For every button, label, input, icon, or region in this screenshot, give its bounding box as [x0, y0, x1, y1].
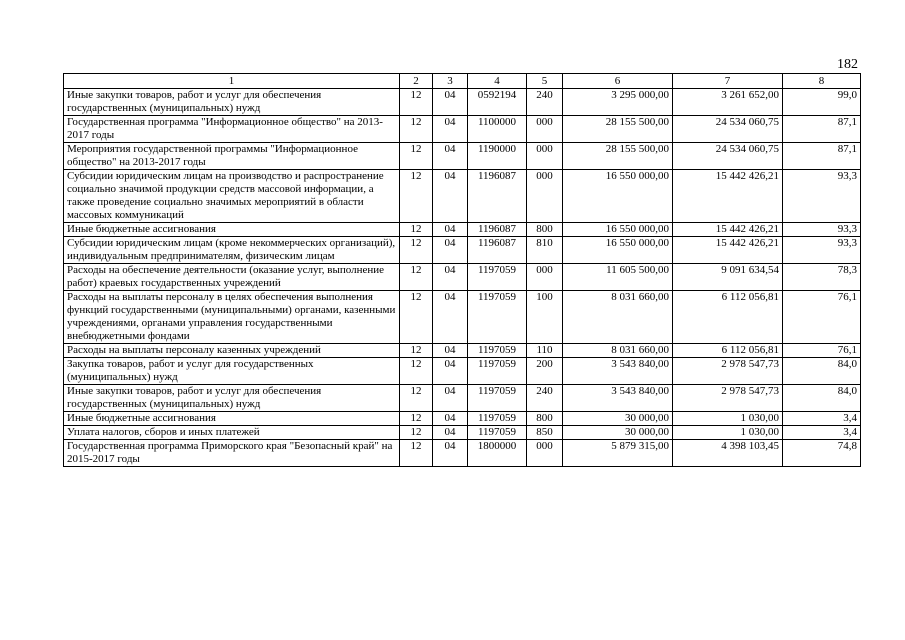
table-row: [64, 116, 861, 143]
budget-table: [63, 73, 861, 467]
execution-percent: 87,1: [783, 143, 861, 170]
section-code: 12: [400, 237, 433, 264]
table-row: [64, 237, 861, 264]
executed-amount: 24 534 060,75: [673, 143, 783, 170]
target-article-code: 1197059: [468, 426, 527, 440]
subsection-code: 04: [433, 170, 468, 223]
execution-percent: 84,0: [783, 358, 861, 385]
planned-amount: 30 000,00: [563, 412, 673, 426]
subsection-code: 04: [433, 440, 468, 467]
table-row: [64, 344, 861, 358]
executed-amount: 15 442 426,21: [673, 170, 783, 223]
table-row: [64, 291, 861, 344]
subsection-code: 04: [433, 143, 468, 170]
budget-item-name: Иные закупки товаров, работ и услуг для обеспечения государственных (муниципальных) нужд: [64, 89, 400, 116]
target-article-code: 0592194: [468, 89, 527, 116]
expense-type-code: 850: [527, 426, 563, 440]
subsection-code: 04: [433, 116, 468, 143]
budget-item-name: Иные закупки товаров, работ и услуг для обеспечения государственных (муниципальных) нужд: [64, 385, 400, 412]
table-header-row: [64, 74, 861, 89]
planned-amount: 8 031 660,00: [563, 291, 673, 344]
executed-amount: 2 978 547,73: [673, 358, 783, 385]
target-article-code: 1197059: [468, 264, 527, 291]
section-code: 12: [400, 89, 433, 116]
table-row: [64, 426, 861, 440]
expense-type-code: 800: [527, 223, 563, 237]
subsection-code: 04: [433, 89, 468, 116]
section-code: 12: [400, 440, 433, 467]
table-row: [64, 385, 861, 412]
executed-amount: 24 534 060,75: [673, 116, 783, 143]
table-row: [64, 358, 861, 385]
planned-amount: 3 295 000,00: [563, 89, 673, 116]
execution-percent: 76,1: [783, 344, 861, 358]
expense-type-code: 200: [527, 358, 563, 385]
table-row: [64, 223, 861, 237]
column-header: 2: [400, 74, 433, 89]
execution-percent: 99,0: [783, 89, 861, 116]
subsection-code: 04: [433, 344, 468, 358]
column-header: 6: [563, 74, 673, 89]
column-header: 1: [64, 74, 400, 89]
target-article-code: 1197059: [468, 412, 527, 426]
expense-type-code: 000: [527, 440, 563, 467]
budget-item-name: Иные бюджетные ассигнования: [64, 412, 400, 426]
target-article-code: 1100000: [468, 116, 527, 143]
execution-percent: 3,4: [783, 426, 861, 440]
section-code: 12: [400, 264, 433, 291]
expense-type-code: 800: [527, 412, 563, 426]
section-code: 12: [400, 412, 433, 426]
table-row: [64, 412, 861, 426]
executed-amount: 1 030,00: [673, 412, 783, 426]
budget-item-name: Закупка товаров, работ и услуг для государственных (муниципальных) нужд: [64, 358, 400, 385]
subsection-code: 04: [433, 412, 468, 426]
execution-percent: 74,8: [783, 440, 861, 467]
section-code: 12: [400, 170, 433, 223]
execution-percent: 93,3: [783, 223, 861, 237]
subsection-code: 04: [433, 385, 468, 412]
planned-amount: 16 550 000,00: [563, 237, 673, 264]
expense-type-code: 110: [527, 344, 563, 358]
column-header: 5: [527, 74, 563, 89]
subsection-code: 04: [433, 358, 468, 385]
budget-item-name: Уплата налогов, сборов и иных платежей: [64, 426, 400, 440]
budget-item-name: Государственная программа "Информационное общество" на 2013-2017 годы: [64, 116, 400, 143]
column-header: 4: [468, 74, 527, 89]
section-code: 12: [400, 358, 433, 385]
expense-type-code: 240: [527, 89, 563, 116]
subsection-code: 04: [433, 291, 468, 344]
section-code: 12: [400, 385, 433, 412]
planned-amount: 11 605 500,00: [563, 264, 673, 291]
execution-percent: 84,0: [783, 385, 861, 412]
budget-item-name: Иные бюджетные ассигнования: [64, 223, 400, 237]
budget-item-name: Государственная программа Приморского края "Безопасный край" на 2015-2017 годы: [64, 440, 400, 467]
column-header: 3: [433, 74, 468, 89]
target-article-code: 1197059: [468, 358, 527, 385]
expense-type-code: 000: [527, 264, 563, 291]
target-article-code: 1197059: [468, 291, 527, 344]
target-article-code: 1800000: [468, 440, 527, 467]
budget-item-name: Расходы на обеспечение деятельности (оказание услуг, выполнение работ) краевых государственных учреждений: [64, 264, 400, 291]
target-article-code: 1196087: [468, 170, 527, 223]
section-code: 12: [400, 291, 433, 344]
execution-percent: 3,4: [783, 412, 861, 426]
executed-amount: 1 030,00: [673, 426, 783, 440]
execution-percent: 76,1: [783, 291, 861, 344]
expense-type-code: 100: [527, 291, 563, 344]
budget-item-name: Расходы на выплаты персоналу в целях обеспечения выполнения функций государственными (муниципальными) органами, казенными учреждениями, органами управления государственными внебюджетными фондами: [64, 291, 400, 344]
planned-amount: 16 550 000,00: [563, 170, 673, 223]
page-number: 182: [837, 57, 858, 72]
section-code: 12: [400, 344, 433, 358]
planned-amount: 3 543 840,00: [563, 385, 673, 412]
execution-percent: 93,3: [783, 237, 861, 264]
planned-amount: 28 155 500,00: [563, 143, 673, 170]
subsection-code: 04: [433, 426, 468, 440]
section-code: 12: [400, 426, 433, 440]
execution-percent: 78,3: [783, 264, 861, 291]
planned-amount: 3 543 840,00: [563, 358, 673, 385]
executed-amount: 9 091 634,54: [673, 264, 783, 291]
executed-amount: 6 112 056,81: [673, 344, 783, 358]
subsection-code: 04: [433, 223, 468, 237]
planned-amount: 30 000,00: [563, 426, 673, 440]
execution-percent: 87,1: [783, 116, 861, 143]
subsection-code: 04: [433, 264, 468, 291]
section-code: 12: [400, 223, 433, 237]
planned-amount: 16 550 000,00: [563, 223, 673, 237]
expense-type-code: 000: [527, 143, 563, 170]
section-code: 12: [400, 143, 433, 170]
target-article-code: 1197059: [468, 344, 527, 358]
subsection-code: 04: [433, 237, 468, 264]
column-header: 8: [783, 74, 861, 89]
target-article-code: 1196087: [468, 223, 527, 237]
expense-type-code: 000: [527, 116, 563, 143]
column-header: 7: [673, 74, 783, 89]
planned-amount: 8 031 660,00: [563, 344, 673, 358]
planned-amount: 5 879 315,00: [563, 440, 673, 467]
target-article-code: 1196087: [468, 237, 527, 264]
table-row: [64, 264, 861, 291]
executed-amount: 3 261 652,00: [673, 89, 783, 116]
executed-amount: 4 398 103,45: [673, 440, 783, 467]
budget-item-name: Мероприятия государственной программы "Информационное общество" на 2013-2017 годы: [64, 143, 400, 170]
section-code: 12: [400, 116, 433, 143]
budget-item-name: Субсидии юридическим лицам (кроме некоммерческих организаций), индивидуальным предпринимателям, физическим лицам: [64, 237, 400, 264]
planned-amount: 28 155 500,00: [563, 116, 673, 143]
table-body: [64, 89, 861, 467]
expense-type-code: 810: [527, 237, 563, 264]
executed-amount: 15 442 426,21: [673, 223, 783, 237]
executed-amount: 2 978 547,73: [673, 385, 783, 412]
table-row: [64, 143, 861, 170]
expense-type-code: 240: [527, 385, 563, 412]
target-article-code: 1190000: [468, 143, 527, 170]
target-article-code: 1197059: [468, 385, 527, 412]
expense-type-code: 000: [527, 170, 563, 223]
budget-item-name: Расходы на выплаты персоналу казенных учреждений: [64, 344, 400, 358]
executed-amount: 15 442 426,21: [673, 237, 783, 264]
table-row: [64, 440, 861, 467]
execution-percent: 93,3: [783, 170, 861, 223]
table-row: [64, 89, 861, 116]
budget-item-name: Субсидии юридическим лицам на производство и распространение социально значимой продукции средств массовой информации, а также проведение социально значимых мероприятий в области массовых коммуникаций: [64, 170, 400, 223]
executed-amount: 6 112 056,81: [673, 291, 783, 344]
table-row: [64, 170, 861, 223]
